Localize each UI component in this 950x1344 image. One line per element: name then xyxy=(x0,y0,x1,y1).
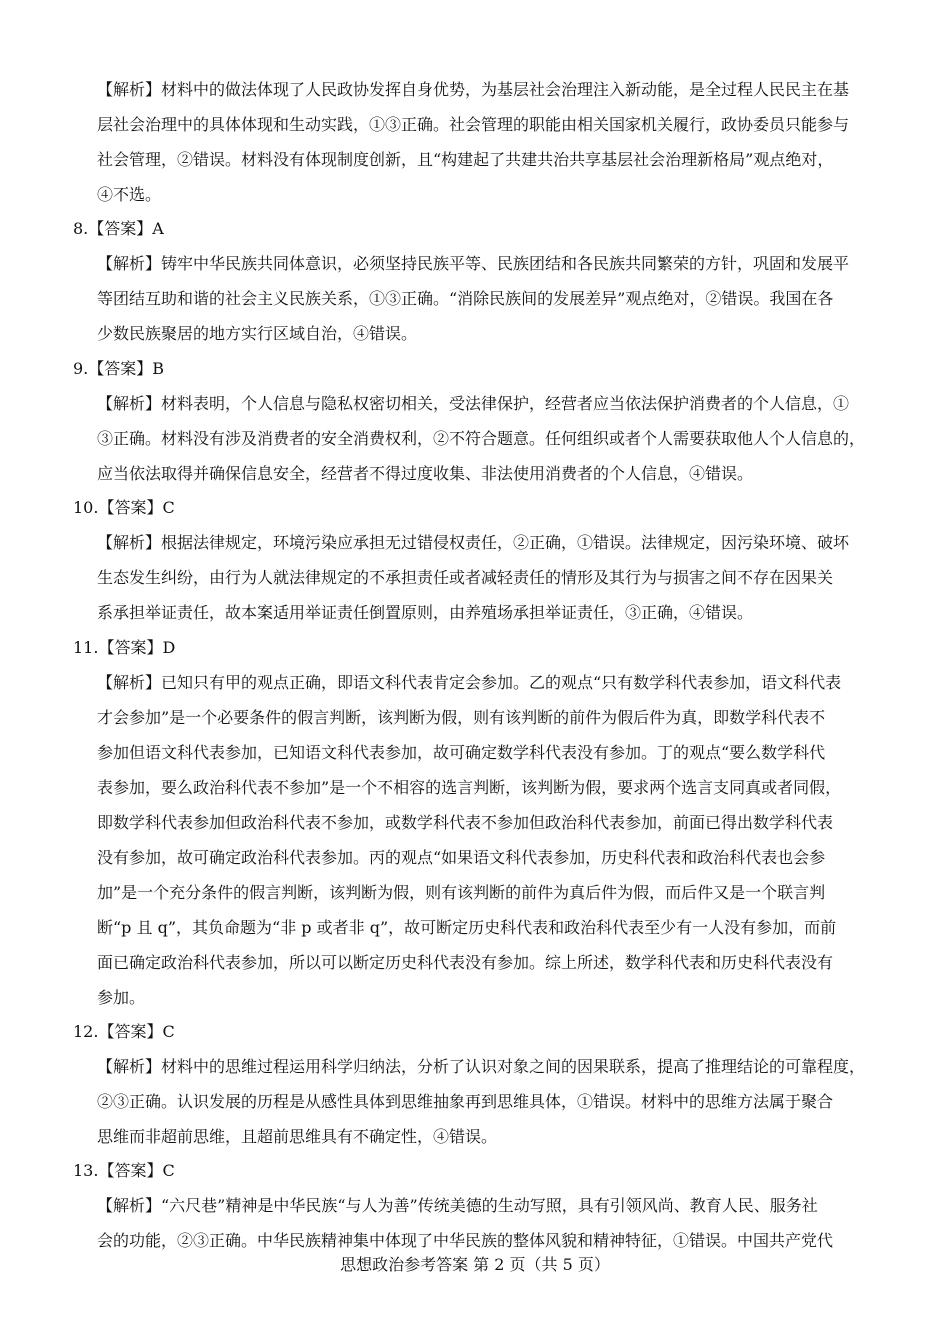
analysis-9-line-3: 应当依法取得并确保信息安全，经营者不得过度收集、非法使用消费者的个人信息，④错误。 xyxy=(97,464,754,483)
analysis-7-line-1: 【解析】材料中的做法体现了人民政协发挥自身优势，为基层社会治理注入新动能，是全过程人民民主在基 xyxy=(97,80,850,99)
answer-12: 12.【答案】C xyxy=(73,1022,175,1041)
analysis-11-line-6: 没有参加，故可确定政治科代表参加。丙的观点“如果语文科代表参加，历史科代表和政治科代表也会参 xyxy=(97,848,826,867)
answer-13: 13.【答案】C xyxy=(73,1161,175,1180)
analysis-12-line-2: ②③正确。认识发展的历程是从感性具体到思维抽象再到思维具体，①错误。材料中的思维方法属于聚合 xyxy=(97,1092,834,1111)
analysis-12-line-1: 【解析】材料中的思维过程运用科学归纳法，分析了认识对象之间的因果联系，提高了推理结论的可靠程度， xyxy=(97,1057,866,1076)
answer-10: 10.【答案】C xyxy=(73,498,175,517)
analysis-11-line-8: 断“p 且 q”，其负命题为“非 p 或者非 q”，故可断定历史科代表和政治科代表至少有一人没有参加，而前 xyxy=(97,918,837,937)
analysis-9-line-1: 【解析】材料表明，个人信息与隐私权密切相关，受法律保护，经营者应当依法保护消费者的个人信息，① xyxy=(97,394,850,413)
answer-11: 11.【答案】D xyxy=(73,638,176,657)
analysis-11-line-3: 参加但语文科代表参加，已知语文科代表参加，故可确定数学科代表没有参加。丁的观点“要么数学科代 xyxy=(97,743,826,762)
analysis-7-line-2: 层社会治理中的具体体现和生动实践，①③正确。社会管理的职能由相关国家机关履行，政协委员只能参与 xyxy=(97,115,850,134)
analysis-7-line-3: 社会管理，②错误。材料没有体现制度创新，且“构建起了共建共治共享基层社会治理新格局”观点绝对， xyxy=(97,150,834,169)
analysis-11-line-7: 加”是一个充分条件的假言判断，该判断为假，则有该判断的前件为真后件为假，而后件又是一个联言判 xyxy=(97,883,826,902)
answer-8: 8.【答案】A xyxy=(73,219,164,238)
analysis-12-line-3: 思维而非超前思维，且超前思维具有不确定性，④错误。 xyxy=(97,1127,498,1146)
analysis-10-line-2: 生态发生纠纷，由行为人就法律规定的不承担责任或者减轻责任的情形及其行为与损害之间不存在因果关 xyxy=(97,568,834,587)
analysis-11-line-10: 参加。 xyxy=(97,988,146,1007)
analysis-8-line-1: 【解析】铸牢中华民族共同体意识，必须坚持民族平等、民族团结和各民族共同繁荣的方针，巩固和发展平 xyxy=(97,254,850,273)
analysis-8-line-2: 等团结互助和谐的社会主义民族关系，①③正确。“消除民族间的发展差异”观点绝对，②错误。我国在各 xyxy=(97,289,834,308)
analysis-11-line-2: 才会参加”是一个必要条件的假言判断，该判断为假，则有该判断的前件为假后件为真，即数学科代表不 xyxy=(97,708,826,727)
answer-9: 9.【答案】B xyxy=(73,359,165,378)
analysis-13-line-1: 【解析】“六尺巷”精神是中华民族“与人为善”传统美德的生动写照，具有引领风尚、教育人民、服务社 xyxy=(97,1196,818,1215)
page-footer: 思想政治参考答案 第 2 页（共 5 页） xyxy=(340,1255,610,1274)
analysis-7-line-4: ④不选。 xyxy=(97,185,162,204)
analysis-11-line-5: 即数学科代表参加但政治科代表不参加，或数学科代表不参加但政治科代表参加，前面已得出数学科代表 xyxy=(97,813,834,832)
analysis-10-line-1: 【解析】根据法律规定，环境污染应承担无过错侵权责任，②正确，①错误。法律规定，因污染环境、破坏 xyxy=(97,533,850,552)
analysis-11-line-4: 表参加，要么政治科代表不参加”是一个不相容的选言判断，该判断为假，要求两个选言支同真或者同假， xyxy=(97,778,842,797)
analysis-8-line-3: 少数民族聚居的地方实行区域自治，④错误。 xyxy=(97,324,418,343)
analysis-11-line-1: 【解析】已知只有甲的观点正确，即语文科代表肯定会参加。乙的观点“只有数学科代表参加，语文科代表 xyxy=(97,673,842,692)
analysis-9-line-2: ③正确。材料没有涉及消费者的安全消费权利，②不符合题意。任何组织或者个人需要获取他人个人信息的， xyxy=(97,429,866,448)
analysis-10-line-3: 系承担举证责任，故本案适用举证责任倒置原则，由养殖场承担举证责任，③正确，④错误。 xyxy=(97,603,754,622)
analysis-11-line-9: 面已确定政治科代表参加，所以可以断定历史科代表没有参加。综上所述，数学科代表和历史科代表没有 xyxy=(97,953,834,972)
analysis-13-line-2: 会的功能，②③正确。中华民族精神集中体现了中华民族的整体风貌和精神特征，①错误。中国共产党代 xyxy=(97,1231,834,1250)
